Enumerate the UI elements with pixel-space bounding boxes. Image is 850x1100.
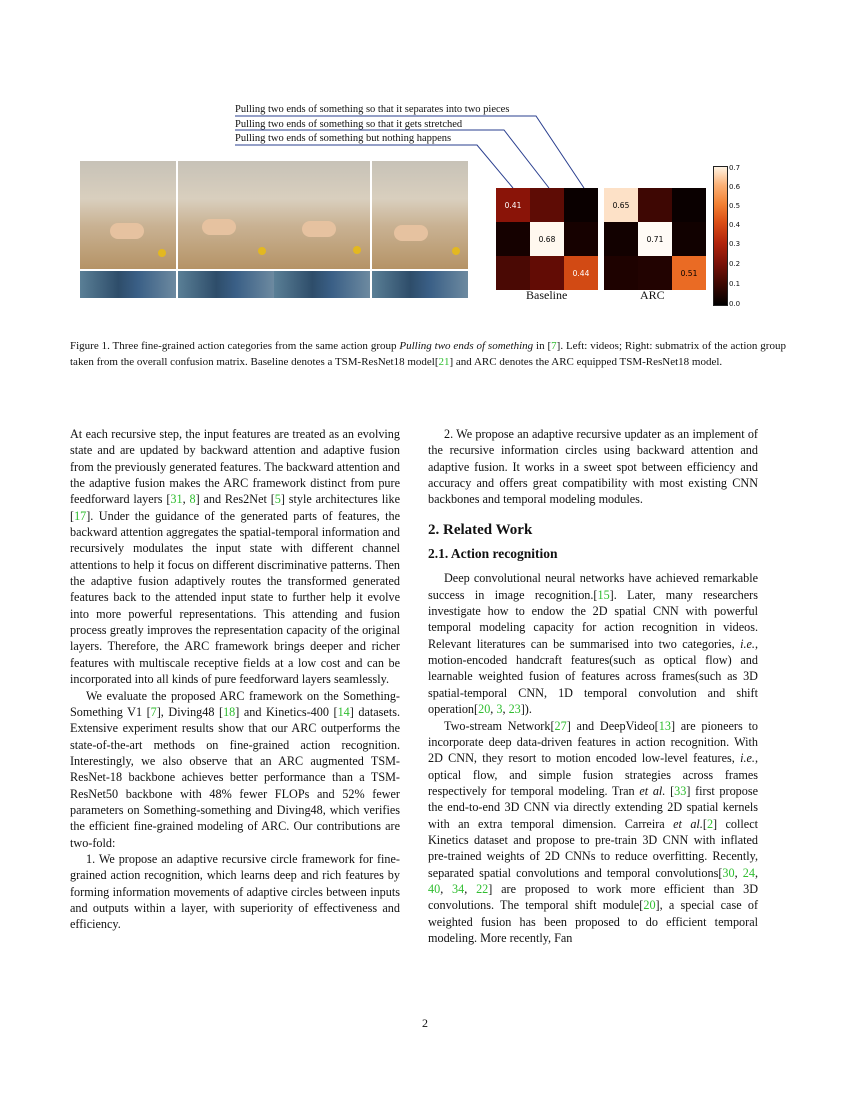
matrix-cell	[672, 222, 706, 256]
citation-link[interactable]: 14	[337, 704, 350, 719]
matrix-cell: 0.68	[530, 222, 564, 256]
citation-link[interactable]: 27	[554, 718, 567, 733]
left-column	[70, 426, 400, 933]
figure-caption: Figure 1. Three fine-grained action categories from the same action group Pulling two ends of something in [7]. Left: videos; Right: submatrix of the action group taken from the overall confusion matrix. Baseline denotes a TSM-ResNet18 model[21] and ARC denotes the ARC equipped TSM-ResNet18 model.	[70, 340, 786, 368]
class-label-stretched: Pulling two ends of something so that it gets stretched	[235, 119, 463, 130]
paragraph: We evaluate the proposed ARC framework on the Something-Something V1 [7], Diving48 [18] and Kinetics-400 [14] datasets. Extensive experiment results show that our ARC outperforms the state-of-the-art methods on fine-grained action recognition. Interestingly, we also observe that an ARC augmented TSM-ResNet-18 backbone achieves better performance than a TSM-ResNet50 backbone with 48% fewer FLOPs and 52% fewer parameters on Something-something and Diving48, which verifies the efficient fine-grained modeling of ARC. Our contributions are two-fold:	[70, 688, 400, 850]
matrix-cell	[638, 256, 672, 290]
colorbar-tick: 0.5	[729, 202, 741, 210]
subsection-heading: 2.1. Action recognition	[428, 546, 558, 562]
matrix-cell: 0.71	[638, 222, 672, 256]
colorbar-tick: 0.4	[729, 221, 741, 229]
matrix-cell	[604, 256, 638, 290]
citation-link[interactable]: 31	[170, 492, 183, 507]
citation-link[interactable]: 23	[508, 702, 521, 717]
matrix-cell	[564, 222, 598, 256]
paragraph: 2. We propose an adaptive recursive updater as an implement of the recursive information circles using backward attention and adaptive fusion. It works in a sweet spot between efficiency and accuracy and offers great compatibility with most existing CNN backbones and temporal modeling modules.	[428, 427, 758, 507]
page-number: 2	[422, 1016, 428, 1030]
citation-link[interactable]: 40	[428, 881, 441, 896]
class-label-nothing: Pulling two ends of something but nothing happens	[235, 133, 452, 144]
citation-link[interactable]: 20	[478, 702, 491, 717]
colorbar-tick: 0.3	[729, 240, 741, 248]
right-column	[428, 426, 758, 946]
matrix-cell	[672, 188, 706, 222]
matrix-cell	[564, 188, 598, 222]
citation-link[interactable]: 17	[74, 508, 87, 523]
arc-label: ARC	[640, 288, 665, 302]
colorbar-tick: 0.7	[729, 164, 741, 172]
citation-link[interactable]: 33	[674, 783, 687, 798]
baseline-label: Baseline	[526, 288, 568, 302]
colorbar-tick: 0.0	[729, 300, 741, 308]
citation-link[interactable]: 3	[496, 702, 503, 717]
matrix-cell: 0.41	[496, 188, 530, 222]
matrix-cell	[604, 222, 638, 256]
colorbar	[713, 166, 728, 306]
video-frames	[80, 161, 468, 298]
citation-link[interactable]: 13	[658, 718, 671, 733]
citation-link[interactable]: 34	[452, 881, 465, 896]
matrix-cell	[638, 188, 672, 222]
colorbar-tick: 0.2	[729, 260, 741, 268]
paragraph: 1. We propose an adaptive recursive circle framework for fine-grained action recognition, which learns deep and rich features by forming information movements of adaptive circles between inputs and outputs within a layer, with superiority of effectiveness and efficiency.	[70, 851, 400, 932]
citation-link[interactable]: 22	[476, 881, 489, 896]
matrix-cell: 0.44	[564, 256, 598, 290]
colorbar-tick: 0.6	[729, 183, 741, 191]
citation-link[interactable]: 24	[742, 865, 755, 880]
paragraph: Two-stream Network[27] and DeepVideo[13] are pioneers to incorporate deep data-driven features in action recognition. With 2D CNN, they resort to motion encoded low-level features, i.e., optical flow, and simple fusion strategies across frames respectively for temporal modeling. Tran et al. [33] first propose the end-to-end 3D CNN via directly extending 2D spatial kernels with an extra temporal dimension. Carreira et al.[2] collect Kinetics dataset and propose to pre-train 3D CNN with inflated pre-trained weights of 2D CNNs to reduce overfitting. Recently, separated spatial convolutions and temporal convolutions[30, 24, 40, 34, 22] are proposed to work more efficient than 3D convolutions. The temporal shift module[20], a special case of weighted fusion has been proposed to do efficient temporal modeling. More recently, Fan	[428, 718, 759, 945]
class-label-separates: Pulling two ends of something so that it separates into two pieces	[235, 104, 510, 115]
baseline-confusion-matrix	[496, 188, 598, 290]
citation-link[interactable]: 7	[150, 704, 157, 719]
matrix-cell	[496, 222, 530, 256]
matrix-cell	[530, 188, 564, 222]
arc-confusion-matrix	[604, 188, 706, 290]
colorbar-tick: 0.1	[729, 280, 741, 288]
paragraph: Deep convolutional neural networks have achieved remarkable success in image recognition.[15]. Later, many researchers investigate how to endow the 2D spatial CNN with powerful temporal modeling capacity for action recognition in videos. Relevant literatures can be summarised into two categories, i.e., motion-encoded handcraft features(such as optical flow) and learnable weighted fusion of features across frames(such as 3D spatial-temporal CNN, 1D temporal convolution and shift operation[20, 3, 23]).	[428, 571, 758, 717]
matrix-cell: 0.65	[604, 188, 638, 222]
citation-link[interactable]: 5	[274, 492, 281, 507]
citation-link[interactable]: 15	[597, 587, 610, 602]
citation-link[interactable]: 30	[722, 865, 735, 880]
paragraph: At each recursive step, the input features are treated as an evolving state and are updated by backward attention and adaptive fusion from the previously generated features. The backward attention and the adaptive fusion makes the ARC framework distinct from pure feedforward layers [31, 8] and Res2Net [5] style architectures like [17]. Under the guidance of the generated parts of features, the backward attention aggregates the spatial-temporal information and recursively modulates the input state with different channel attentions to help it focus on different discriminative patterns. Then the adaptive fusion adaptively routes the transformed generated features back to the attended input state to further help it evolve into more powerful representations. This attending and fusion process greatly improves the representation capacity of the original layers. Therefore, the ARC framework brings deeper and richer features with multiscale receptive fields at a low cost and can be incorporated into all kinds of pure feedforward layers seamlessly.	[70, 427, 401, 687]
citation-link[interactable]: 8	[189, 492, 196, 507]
matrix-cell	[530, 256, 564, 290]
citation-link[interactable]: 18	[223, 704, 236, 719]
matrix-cell	[496, 256, 530, 290]
section-heading: 2. Related Work	[428, 521, 533, 538]
citation-link[interactable]: 20	[643, 898, 656, 913]
citation-link[interactable]: 2	[706, 816, 714, 831]
citation-link[interactable]: 7	[551, 340, 557, 352]
matrix-cell: 0.51	[672, 256, 706, 290]
citation-link[interactable]: 21	[438, 355, 450, 368]
